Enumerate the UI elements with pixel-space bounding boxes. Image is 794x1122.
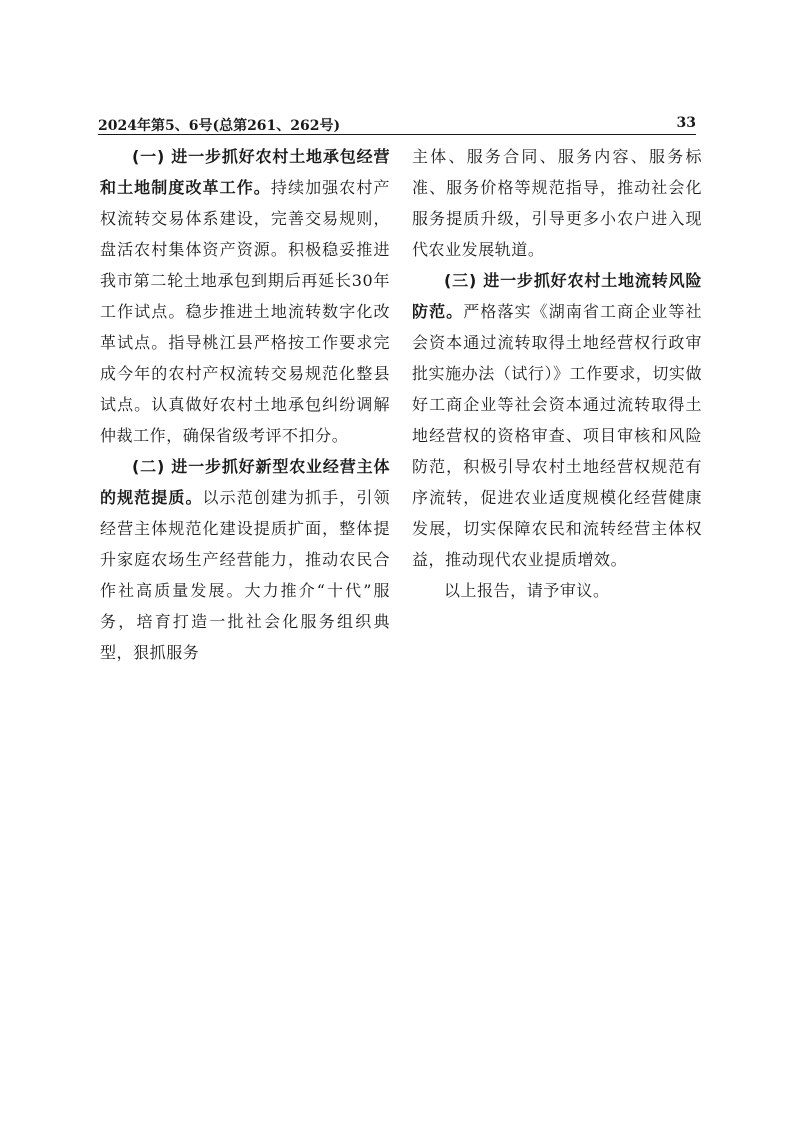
right-column [412,141,702,606]
section-3-body: 严格落实《湖南省工商企业等社会资本通过流转取得土地经营权行政审批实施办法（试行）》工作要求，切实做好工商企业等社会资本通过流转取得土地经营权的资格审查、项目审核和风险防范，积极引导农村土地经营权规范有序流转，促进农业适度规模化经营健康发展，切实保障农民和流转经营主体权益，推动现代农业提质增效。 [412,302,703,569]
section-1-heading: (一) 进一步抓好农村土地承包经营和土地制度改革工作。 [100,147,390,197]
closing-paragraph: 以上报告，请予审议。 [444,581,610,600]
issue-label: 2024年第5、6号(总第261、262号) [98,118,341,134]
page-number: 33 [676,115,696,131]
section-3-heading: (三) 进一步抓好农村土地流转风险防范。 [412,271,702,321]
section-2-paragraph [100,451,390,668]
section-2-body: 以示范创建为抓手，引领经营主体规范化建设提质扩面，整体提升家庭农场生产经营能力，推动农民合作社高质量发展。大力推介“十代”服务，培育打造一批社会化服务组织典型，狠抓服务 [100,488,390,662]
section-1-paragraph [100,141,390,451]
section-1-body: 持续加强农村产权流转交易体系建设，完善交易规则，盘活农村集体资产资源。积极稳妥推进我市第二轮土地承包到期后再延长30年工作试点。稳步推进土地流转数字化改革试点。指导桃江县严格按工作要求完成今年的农村产权流转交易规范化整县试点。认真做好农村土地承包纠纷调解仲裁工作，确保省级考评不扣分。 [100,178,390,445]
section-2-continued: 主体、服务合同、服务内容、服务标准、服务价格等规范指导，推动社会化服务提质升级，引导更多小农户进入现代农业发展轨道。 [412,147,702,259]
section-3-paragraph [412,265,702,575]
page-header [98,114,696,135]
section-2-heading: (二) 进一步抓好新型农业经营主体的规范提质。 [100,457,390,507]
left-column [100,141,390,668]
